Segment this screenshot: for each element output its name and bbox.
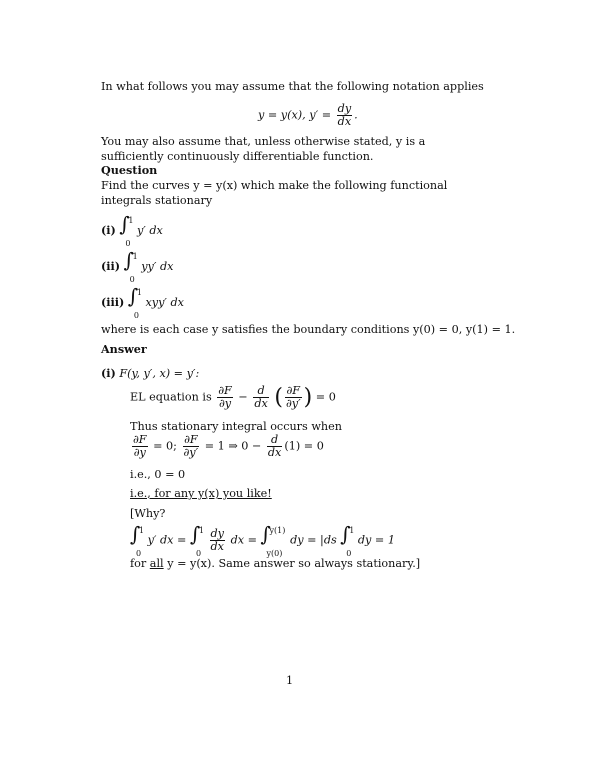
all-underlined: all	[149, 557, 164, 570]
final-statement: for all y = y(x). Same answer so always stationary.]	[130, 557, 421, 570]
assumption-text: You may also assume that, unless otherwise stated, y is a sufficiently continuously differentiable function.	[101, 135, 426, 163]
notation-part2: y′ =	[309, 108, 332, 122]
fraction-denominator: dx	[337, 115, 352, 128]
dy-dx-fraction	[337, 103, 352, 128]
why-integral-chain: ∫ 1 0 y′ dx = ∫ 1 0 $\frac{dy}{dx}$ dx = ∫ y(1) y(0) dy = |ds ∫ 1 0 dy = 1	[130, 521, 395, 558]
intro-text: In what follows you may assume that the following notation applies	[101, 80, 484, 93]
integrand: y′ dx	[136, 224, 163, 237]
stationary-condition: $\frac{\partial F}{\partial y}$ = 0; $\frac{\partial F}{\partial y'}$ = 1 ⇒ 0 − $\frac{d}{dx}$ (1) = 0	[133, 433, 324, 459]
thus-text: Thus stationary integral occurs when	[130, 420, 342, 433]
answer-part-i	[101, 366, 199, 381]
notation-end: .	[354, 108, 358, 122]
part-expression: F(y, y′, x) = y′:	[119, 367, 200, 380]
integral-sign: ∫ 1 0	[127, 284, 142, 320]
integral-sign: ∫ 1 0	[119, 212, 134, 248]
ie-zero: i.e., 0 = 0	[130, 468, 186, 481]
item-label: (ii)	[101, 259, 121, 273]
part-label: (i)	[101, 366, 116, 380]
question-item-iii	[101, 284, 184, 320]
integrand: xyy′ dx	[145, 296, 184, 309]
fraction-numerator: dy	[337, 102, 352, 115]
integrand: yy′ dx	[141, 260, 174, 273]
el-equation: EL equation is $\frac{\partial F}{\partial y}$ − $\frac{d}{dx}$ ( $\frac{\partial F}{\partial y'}$ ) = 0	[130, 384, 336, 410]
item-label: (i)	[101, 223, 116, 237]
answer-heading: Answer	[101, 342, 147, 356]
question-text: Find the curves y = y(x) which make the following functional integrals stationary	[101, 179, 448, 207]
integral-sign: ∫ 1 0	[123, 248, 138, 284]
page-number: 1	[286, 674, 294, 687]
boundary-conditions: where is each case y satisfies the boundary conditions y(0) = 0, y(1) = 1.	[101, 323, 516, 336]
question-item-ii	[101, 248, 174, 284]
notation-part1: y = y(x),	[258, 108, 306, 122]
question-heading: Question	[101, 163, 158, 177]
item-label: (iii)	[101, 295, 125, 309]
question-item-i	[101, 212, 163, 248]
why-text: [Why?	[130, 507, 166, 520]
ie-any: i.e., for any y(x) you like!	[130, 487, 272, 500]
el-prefix: EL equation is	[130, 390, 212, 404]
notation-equation	[258, 103, 358, 128]
